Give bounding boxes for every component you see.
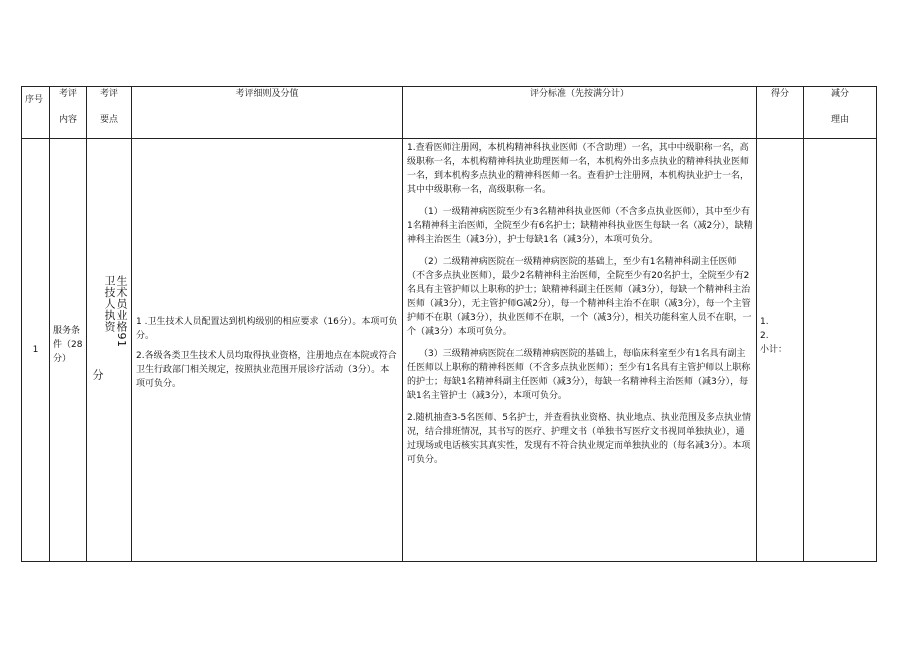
standard-item-5: 2.随机抽查3-5名医师、5名护士，并查看执业资格、执业地点、执业范围及多点执业情况，结合排班情况，其书写的医疗、护理文书（单独书写医疗文书视同单独执业），通过现场或电话核实其真实性，发现有不符合执业规定而单独执业的（每名减3分）。本项可负分。 xyxy=(407,413,752,465)
score-subtotal: 小计： xyxy=(760,345,788,355)
row-seq: 1 xyxy=(22,139,50,562)
score-line-1: 1. xyxy=(760,317,769,327)
row-key-points xyxy=(87,139,132,562)
header-content-line1: 考评 xyxy=(58,89,77,99)
key-points-col3: 分 xyxy=(91,369,104,381)
header-reason-line1: 减分 xyxy=(830,89,849,99)
row-detail xyxy=(132,139,403,562)
standard-item-1: 1.查看医师注册网，本机构精神科执业医师（不含助理）一名，其中中级职称一名，高级职称一名，本机构精神科执业助理医师一名，本机构外出多点执业的精神科执业医师一名，到本机构多点执业的精神科医师一名。查看护士注册网，本机构执业护士一名，其中中级职称一名，高级职称一名。 xyxy=(407,143,750,195)
key-points-col2: 卫技人执资 xyxy=(103,275,116,333)
key-points-col1: 生术员业格91 xyxy=(115,275,128,348)
row-content: 服务条件（28分） xyxy=(50,139,87,562)
detail-item-1: 1 .卫生技术人员配置达到机构级别的相应要求（16分）。本项可负分。 xyxy=(136,317,398,341)
standard-item-2: （1）一级精神病医院至少有3名精神科执业医师（不含多点执业医师），其中至少有1名精神科主治医师，全院至少有6名护士；缺精神科执业医生每缺一名（减2分），缺精神科主治医生（减3分），护士每缺1名（减3分），本项可负分。 xyxy=(407,207,753,245)
header-key-line2: 要点 xyxy=(99,115,118,125)
header-reason xyxy=(804,87,877,139)
header-content-line2: 内容 xyxy=(58,115,77,125)
standard-item-4: （3）三级精神病医院在二级精神病医院的基础上，每临床科室至少有1名具有副主任医师以上职称的精神科医师（不含多点执业医师）；至少有1名具有主管护师以上职称的护士；每缺1名精神科副主任医师（减3分），每缺一名精神科主治医师（减3分），每缺1名主管护士（减3分），本项可负分。 xyxy=(407,349,751,401)
row-score xyxy=(757,139,804,562)
detail-item-2: 2.各级各类卫生技术人员均取得执业资格，注册地点在本院或符合卫生行政部门相关规定，按照执业范围开展诊疗活动（3分）。本项可负分。 xyxy=(136,351,397,389)
standard-item-3: （2）二级精神病医院在一级精神病医院的基础上，至少有1名精神科副主任医师（不含多点执业医师），最少2名精神科主治医师，全院至少有20名护士，全院至少有2名具有主管护师以上职称的护士；缺精神科副主任医师（减3分），每缺一个精神科主治医师（减3分），无主管护师G减2分），每一个精神科主治不在职（减3分），每一个主管护师不在职（减3分），执业医师不在职，一个（减3分），相关功能科室人员不在职，一个（减3分）本项可负分。 xyxy=(407,257,752,337)
header-reason-line2: 理由 xyxy=(830,115,849,125)
header-detail: 考评细则及分值 xyxy=(132,87,403,139)
header-seq: 序号 xyxy=(22,87,50,139)
header-key-points xyxy=(87,87,132,139)
header-row xyxy=(22,87,877,139)
header-key-line1: 考评 xyxy=(99,89,118,99)
score-line-2: 2. xyxy=(760,331,769,341)
header-score: 得分 xyxy=(757,87,804,139)
header-standard: 评分标准（先按满分计） xyxy=(403,87,757,139)
table-row xyxy=(22,139,877,562)
header-content xyxy=(50,87,87,139)
row-standard xyxy=(403,139,757,562)
evaluation-table xyxy=(21,86,877,562)
row-reason xyxy=(804,139,877,562)
